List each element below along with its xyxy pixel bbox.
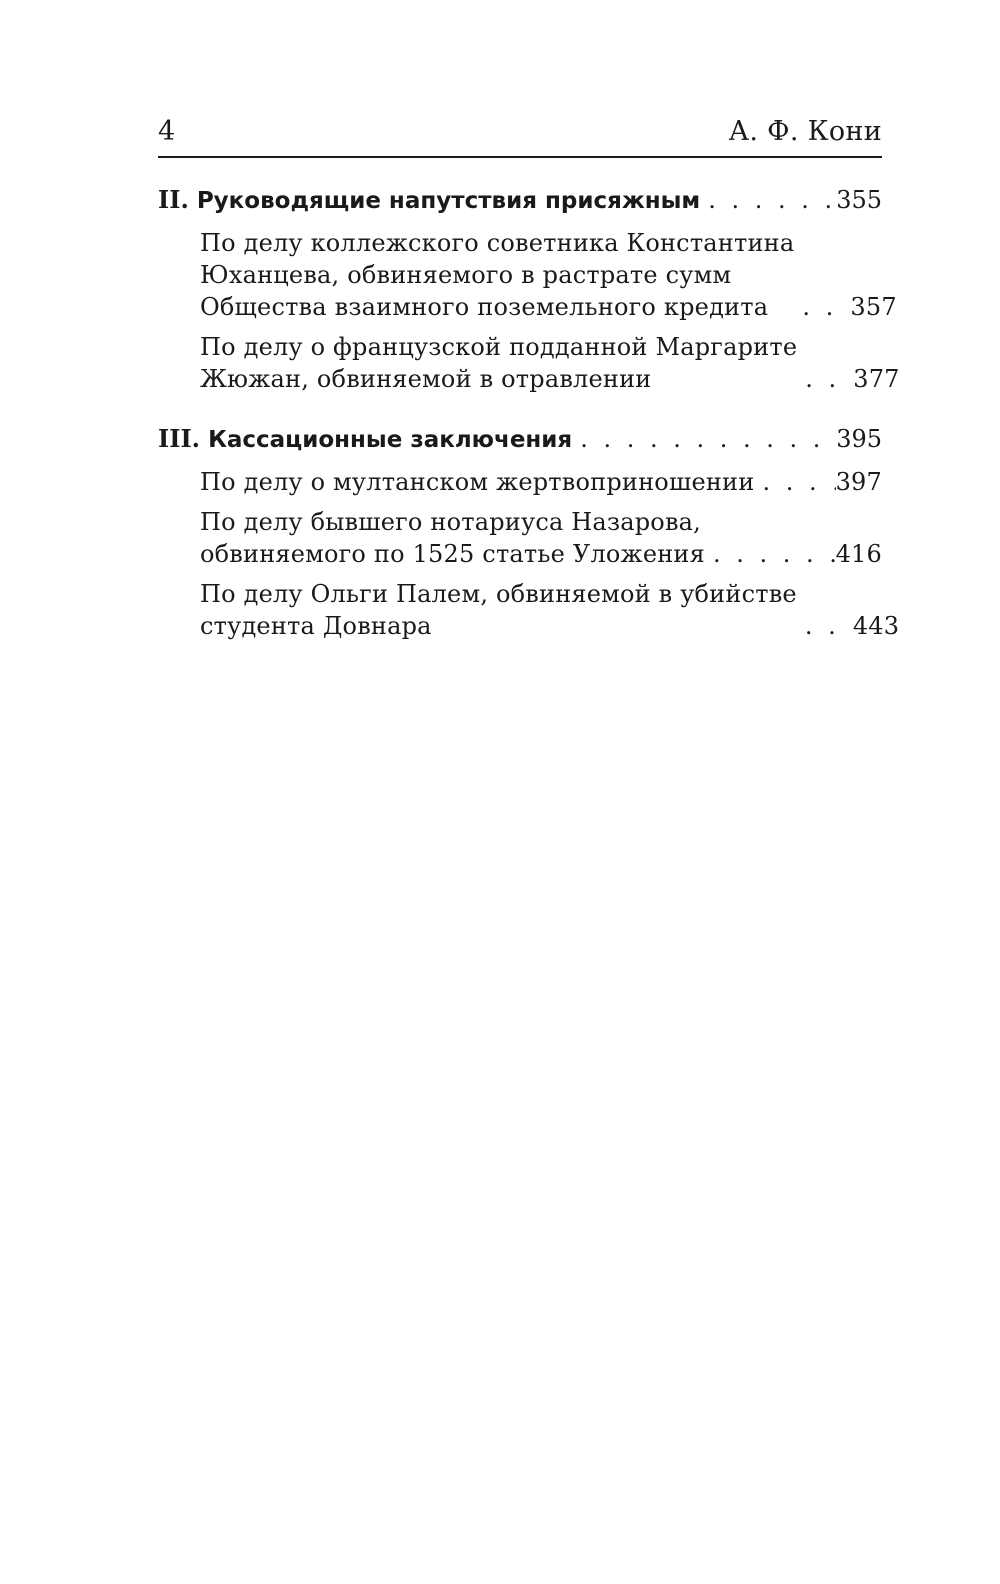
entry-title-line: студента Довнара (200, 612, 432, 640)
page-number: 4 (158, 116, 176, 147)
entry-title-line: По делу бывшего нотариуса Назарова, (200, 508, 702, 536)
dot-leader (797, 363, 853, 395)
toc-section-2 (158, 182, 900, 395)
entry-title (200, 506, 705, 570)
section-numeral: III. (158, 424, 201, 453)
section-title-text: Кассационные заключения (208, 427, 573, 453)
entry-title (200, 331, 797, 395)
dot-leader (794, 291, 850, 323)
section-title (158, 182, 700, 219)
section-title-text: Руководящие напутствия присяжным (196, 188, 701, 214)
entry-title-line: По делу о мултанском жертвоприношении (200, 468, 755, 496)
entry-title-line: По делу коллежского советника Константина (200, 229, 795, 257)
section-title (158, 421, 572, 458)
toc-entry[interactable] (200, 331, 900, 395)
entry-title-line: Общества взаимного поземельного кредита (200, 293, 769, 321)
entry-title-line: Юханцева, обвиняемого в растрате сумм (200, 261, 732, 289)
dot-leader (572, 421, 836, 457)
section-heading[interactable] (158, 182, 882, 219)
book-page (158, 112, 900, 668)
section-numeral: II. (158, 185, 189, 214)
entry-title-line: По делу Ольги Палем, обвиняемой в убийстве (200, 580, 797, 608)
entry-page-number: 416 (835, 540, 882, 568)
section-page-number: 355 (836, 186, 882, 214)
running-head (158, 112, 882, 158)
dot-leader (705, 538, 836, 570)
entry-page-number: 357 (850, 293, 897, 321)
entry-title-line: Жюжан, обвиняемой в отравлении (200, 365, 652, 393)
toc-entry[interactable] (200, 466, 882, 498)
entry-page-number: 377 (853, 365, 900, 393)
toc-entry[interactable] (200, 227, 897, 323)
entry-page-number: 443 (852, 612, 900, 640)
entry-title-line: По делу о французской подданной Маргарите (200, 333, 798, 361)
dot-leader (754, 466, 835, 498)
table-of-contents (158, 182, 900, 642)
entry-title (200, 578, 797, 642)
entry-title (200, 227, 794, 323)
dot-leader (700, 182, 836, 218)
dot-leader (797, 610, 853, 642)
author-name: А. Ф. Кони (728, 116, 882, 147)
section-heading[interactable] (158, 421, 882, 458)
section-page-number: 395 (836, 425, 882, 453)
entry-title (200, 466, 754, 498)
entry-page-number: 397 (835, 468, 882, 496)
toc-entry[interactable] (200, 506, 882, 570)
toc-section-3 (158, 421, 900, 642)
entry-title-line: обвиняемого по 1525 статье Уложения (200, 540, 705, 568)
toc-entry[interactable] (200, 578, 900, 642)
